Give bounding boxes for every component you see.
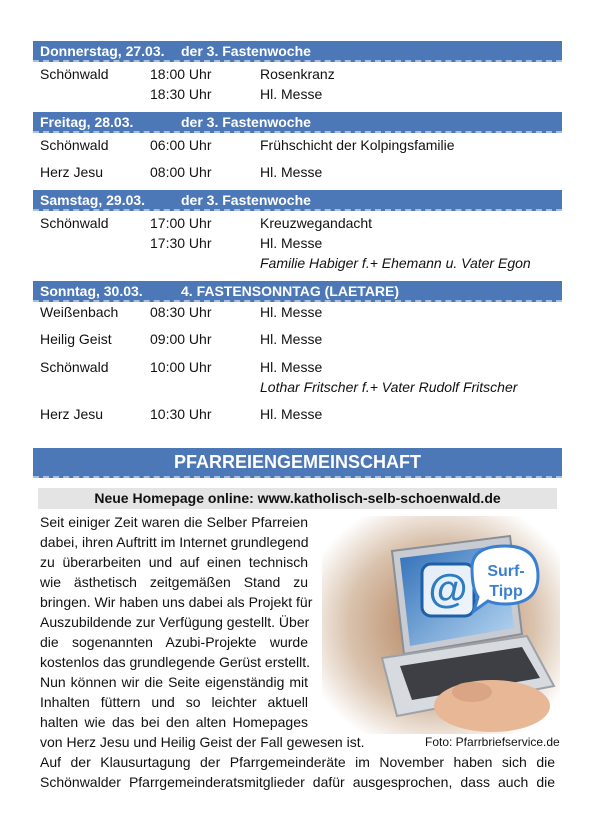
service-time: 17:00 Uhr xyxy=(150,215,212,231)
day-date: Sonntag, 30.03. xyxy=(40,283,143,299)
article-line: dabei, ihren Auftritt im Internet grundlegend xyxy=(40,534,309,550)
intention-note: Familie Habiger f.+ Ehemann u. Vater Egon xyxy=(260,255,531,271)
service-place: Schönwald xyxy=(40,359,109,375)
day-occasion: der 3. Fastenwoche xyxy=(181,43,311,59)
laptop-photo xyxy=(322,516,560,734)
article-line: von Herz Jesu und Heilig Geist der Fall gewesen ist. xyxy=(40,734,365,750)
service-time: 18:00 Uhr xyxy=(150,66,212,82)
laptop-illustration xyxy=(322,516,560,734)
service-place: Schönwald xyxy=(40,215,109,231)
service-time: 08:30 Uhr xyxy=(150,304,212,320)
article-line: halten wie das bei den alten Homepages xyxy=(40,714,308,730)
article-line: Schönwalder Pfarrgemeinderatsmitglieder dafür ausgesprochen, dass auch die xyxy=(40,774,555,790)
photo-caption: Foto: Pfarrbriefservice.de xyxy=(425,735,560,749)
article-line: Inhalten füttern und so leichter aktuell xyxy=(40,694,308,710)
service-place: Weißenbach xyxy=(40,304,119,320)
article-line: die sogenannten Azubi-Projekte wurde xyxy=(40,634,308,650)
service-event: Hl. Messe xyxy=(260,359,323,375)
service-event: Kreuzwegandacht xyxy=(260,215,373,231)
intention-note: Lothar Fritscher f.+ Vater Rudolf Fritscher xyxy=(260,379,518,395)
service-place: Schönwald xyxy=(40,66,109,82)
article-line: zu überarbeiten und auf einen technisch xyxy=(40,554,308,570)
photo-badge-line: Tipp xyxy=(489,583,523,600)
service-event: Hl. Messe xyxy=(260,164,323,180)
service-time: 17:30 Uhr xyxy=(150,235,212,251)
day-occasion: der 3. Fastenwoche xyxy=(181,114,311,130)
article-line: Auf der Klausurtagung der Pfarrgemeinderäte im November haben sich die xyxy=(40,754,555,770)
day-date: Donnerstag, 27.03. xyxy=(40,43,165,59)
photo-badge-line: Surf- xyxy=(487,563,525,580)
article-line: Seit einiger Zeit waren die Selber Pfarreien xyxy=(40,514,308,530)
service-place: Schönwald xyxy=(40,137,109,153)
day-occasion: der 3. Fastenwoche xyxy=(181,192,311,208)
service-event: Hl. Messe xyxy=(260,304,323,320)
article-line: Nun können wir die Seite eigenständig mit xyxy=(40,674,308,690)
service-event: Hl. Messe xyxy=(260,86,323,102)
service-time: 10:30 Uhr xyxy=(150,406,212,422)
service-place: Herz Jesu xyxy=(40,406,104,422)
section-title: PFARREIENGEMEINSCHAFT xyxy=(33,448,562,478)
article-line: wie ästhetisch zeitgemäßen Stand zu xyxy=(40,574,308,590)
service-time: 10:00 Uhr xyxy=(150,359,212,375)
service-event: Hl. Messe xyxy=(260,331,323,347)
service-place: Heilig Geist xyxy=(40,331,112,347)
service-time: 18:30 Uhr xyxy=(150,86,212,102)
service-event: Frühschicht der Kolpingsfamilie xyxy=(260,137,455,153)
service-place: Herz Jesu xyxy=(40,164,104,180)
service-time: 08:00 Uhr xyxy=(150,164,212,180)
service-time: 06:00 Uhr xyxy=(150,137,212,153)
day-header-friday xyxy=(33,112,562,133)
service-time: 09:00 Uhr xyxy=(150,331,212,347)
service-event: Hl. Messe xyxy=(260,406,323,422)
service-event: Hl. Messe xyxy=(260,235,323,251)
article-line: Auszubildende zur Verfügung gestellt. Über xyxy=(40,614,310,630)
day-date: Freitag, 28.03. xyxy=(40,114,134,130)
day-occasion: 4. FASTENSONNTAG (LAETARE) xyxy=(181,283,400,299)
day-header-sunday xyxy=(33,281,562,302)
day-header-saturday xyxy=(33,190,562,211)
svg-text:@: @ xyxy=(428,567,468,611)
service-event: Rosenkranz xyxy=(260,66,335,82)
day-date: Samstag, 29.03. xyxy=(40,192,146,208)
article-line: kostenlos das grundlegende Gerüst erstellt. xyxy=(40,654,311,670)
article-line: bringen. Wir haben uns dabei als Projekt für xyxy=(40,594,313,610)
day-header-thursday xyxy=(33,41,562,62)
homepage-heading: Neue Homepage online: www.katholisch-selb-schoenwald.de xyxy=(38,488,557,509)
